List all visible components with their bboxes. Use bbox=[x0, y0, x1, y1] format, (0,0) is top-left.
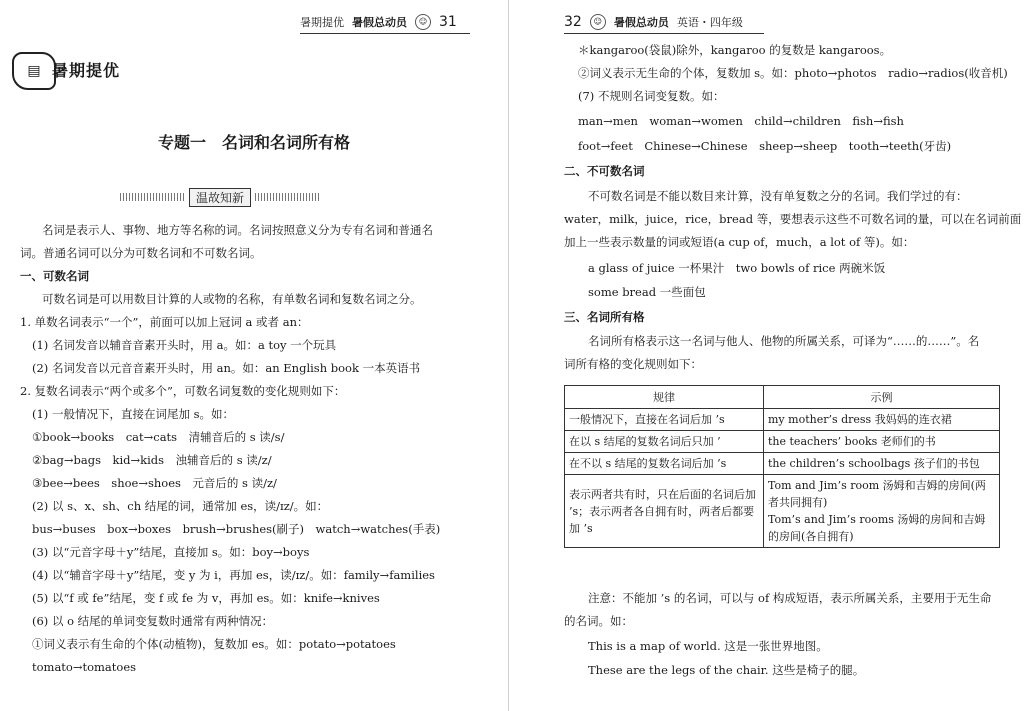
text-line: These are the legs of the chair. 这些是椅子的腿。 bbox=[588, 663, 865, 677]
text-line: (7) 不规则名词变复数。如： bbox=[578, 89, 725, 103]
text-line: (6) 以 o 结尾的单词变复数时通常有两种情况： bbox=[32, 614, 274, 628]
text-line: water，milk，juice，rice，bread 等，要想表示这些不可数名词的量，可以在名词前面 bbox=[564, 212, 1022, 226]
text-line: 名词所有格表示这一名词与他人、他物的所属关系，可译为“……的……”。名 bbox=[588, 334, 980, 348]
text-line: (2) 名词发音以元音音素开头时，用 an。如：an English book 一本英语书 bbox=[32, 361, 421, 375]
text-line: 2. 复数名词表示“两个或多个”，可数名词复数的变化规则如下： bbox=[20, 384, 346, 398]
book-mascot-icon: ▤ bbox=[12, 52, 56, 90]
text-line: bus→buses box→boxes brush→brushes(刷子) watch→watches(手表) bbox=[32, 522, 441, 536]
table-header-cell: 示例 bbox=[764, 386, 1000, 409]
text-line: This is a map of world. 这是一张世界地图。 bbox=[588, 639, 828, 653]
example-cell bbox=[764, 475, 1000, 548]
possessive-rules-table bbox=[564, 385, 1000, 548]
table-row bbox=[565, 453, 1000, 475]
text-line: (1) 名词发音以辅音音素开头时，用 a。如：a toy 一个玩具 bbox=[32, 338, 337, 352]
left-running-header bbox=[300, 12, 470, 32]
page-number: 32 bbox=[564, 14, 582, 30]
rule-cell: 表示两者共有时，只在后面的名词后加 ’s；表示两者各自拥有时，两者后都要加 ’s bbox=[565, 475, 764, 548]
text-line: ②词义表示无生命的个体，复数加 s。如：photo→photos radio→radios(收音机) bbox=[578, 66, 1008, 80]
table-header-cell: 规律 bbox=[565, 386, 764, 409]
header-subject: 英语・四年级 bbox=[676, 16, 743, 29]
text-line: 可数名词是可以用数目计算的人或物的名称，有单数名词和复数名词之分。 bbox=[42, 292, 422, 306]
right-running-header bbox=[564, 12, 764, 32]
example-cell: the teachers’ books 老师们的书 bbox=[764, 431, 1000, 453]
text-line: some bread 一些面包 bbox=[588, 285, 706, 299]
table-header-row bbox=[565, 386, 1000, 409]
example-line: Tom and Jim’s room 汤姆和吉姆的房间(两者共同拥有) bbox=[768, 479, 986, 509]
mascot-icon: ☺ bbox=[415, 14, 431, 30]
text-line: 词所有格的变化规则如下： bbox=[564, 357, 702, 371]
mascot-icon: ☺ bbox=[590, 14, 606, 30]
rule-cell: 在不以 s 结尾的复数名词后加 ’s bbox=[565, 453, 764, 475]
right-page bbox=[512, 0, 1024, 711]
example-line: Tom’s and Jim’s rooms 汤姆的房间和吉姆的房间(各自拥有) bbox=[768, 513, 986, 543]
text-line: (2) 以 s、x、sh、ch 结尾的词，通常加 es，读/ɪz/。如： bbox=[32, 499, 329, 513]
banner-label: 温故知新 bbox=[189, 188, 251, 207]
text-line: (3) 以“元音字母＋y”结尾，直接加 s。如：boy→boys bbox=[32, 545, 310, 559]
page-gutter bbox=[508, 0, 509, 711]
section-heading: 二、不可数名词 bbox=[564, 164, 645, 178]
left-page bbox=[0, 0, 508, 711]
example-cell: my mother’s dress 我妈妈的连衣裙 bbox=[764, 409, 1000, 431]
text-line: a glass of juice 一杯果汁 two bowls of rice 两碗米饭 bbox=[588, 261, 886, 275]
rule-cell: 在以 s 结尾的复数名词后只加 ’ bbox=[565, 431, 764, 453]
logo-text: 暑期提优 bbox=[52, 61, 121, 80]
text-line: ＊kangaroo(袋鼠)除外，kangaroo 的复数是 kangaroos。 bbox=[578, 43, 892, 57]
text-line: 不可数名词是不能以数目来计算，没有单复数之分的名词。我们学过的有： bbox=[588, 189, 968, 203]
text-line: 名词是表示人、事物、地方等名称的词。名词按照意义分为专有名词和普通名 bbox=[42, 223, 433, 237]
section-logo bbox=[12, 48, 142, 88]
table-row bbox=[565, 409, 1000, 431]
table-row bbox=[565, 431, 1000, 453]
text-line: ①词义表示有生命的个体(动植物)，复数加 es。如：potato→potatoes bbox=[32, 637, 396, 651]
page-number: 31 bbox=[439, 14, 457, 30]
section-heading: 三、名词所有格 bbox=[564, 310, 645, 324]
text-line: (5) 以“f 或 fe”结尾，变 f 或 fe 为 v，再加 es。如：knife→knives bbox=[32, 591, 380, 605]
text-line: 1. 单数名词表示“一个”，前面可以加上冠词 a 或者 an： bbox=[20, 315, 309, 329]
rule-cell: 一般情况下，直接在名词后加 ’s bbox=[565, 409, 764, 431]
text-line: man→men woman→women child→children fish→fish bbox=[578, 114, 904, 128]
page-title: 专题一 名词和名词所有格 bbox=[157, 133, 350, 152]
header-section: 暑期提优 bbox=[300, 16, 344, 29]
text-line: ③bee→bees shoe→shoes 元音后的 s 读/z/ bbox=[32, 476, 277, 490]
header-series: 暑假总动员 bbox=[352, 16, 407, 29]
text-line: 加上一些表示数量的词或短语(a cup of，much，a lot of 等)。如： bbox=[564, 235, 915, 249]
text-line: tomato→tomatoes bbox=[32, 660, 137, 674]
text-line: ②bag→bags kid→kids 浊辅音后的 s 读/z/ bbox=[32, 453, 272, 467]
header-series: 暑假总动员 bbox=[613, 16, 669, 29]
text-line: 注意：不能加 ’s 的名词，可以与 of 构成短语，表示所属关系，主要用于无生命 bbox=[588, 591, 992, 605]
text-line: (4) 以“辅音字母＋y”结尾，变 y 为 i，再加 es，读/ɪz/。如：family→families bbox=[32, 568, 435, 582]
text-line: 的名词。如： bbox=[564, 614, 633, 628]
example-cell: the children’s schoolbags 孩子们的书包 bbox=[764, 453, 1000, 475]
table-row bbox=[565, 475, 1000, 548]
text-line: (1) 一般情况下，直接在词尾加 s。如： bbox=[32, 407, 235, 421]
section-heading: 一、可数名词 bbox=[20, 269, 89, 283]
section-banner bbox=[120, 188, 320, 206]
text-line: foot→feet Chinese→Chinese sheep→sheep tooth→teeth(牙齿) bbox=[578, 139, 952, 153]
text-line: 词。普通名词可以分为可数名词和不可数名词。 bbox=[20, 246, 262, 260]
text-line: ①book→books cat→cats 清辅音后的 s 读/s/ bbox=[32, 430, 285, 444]
